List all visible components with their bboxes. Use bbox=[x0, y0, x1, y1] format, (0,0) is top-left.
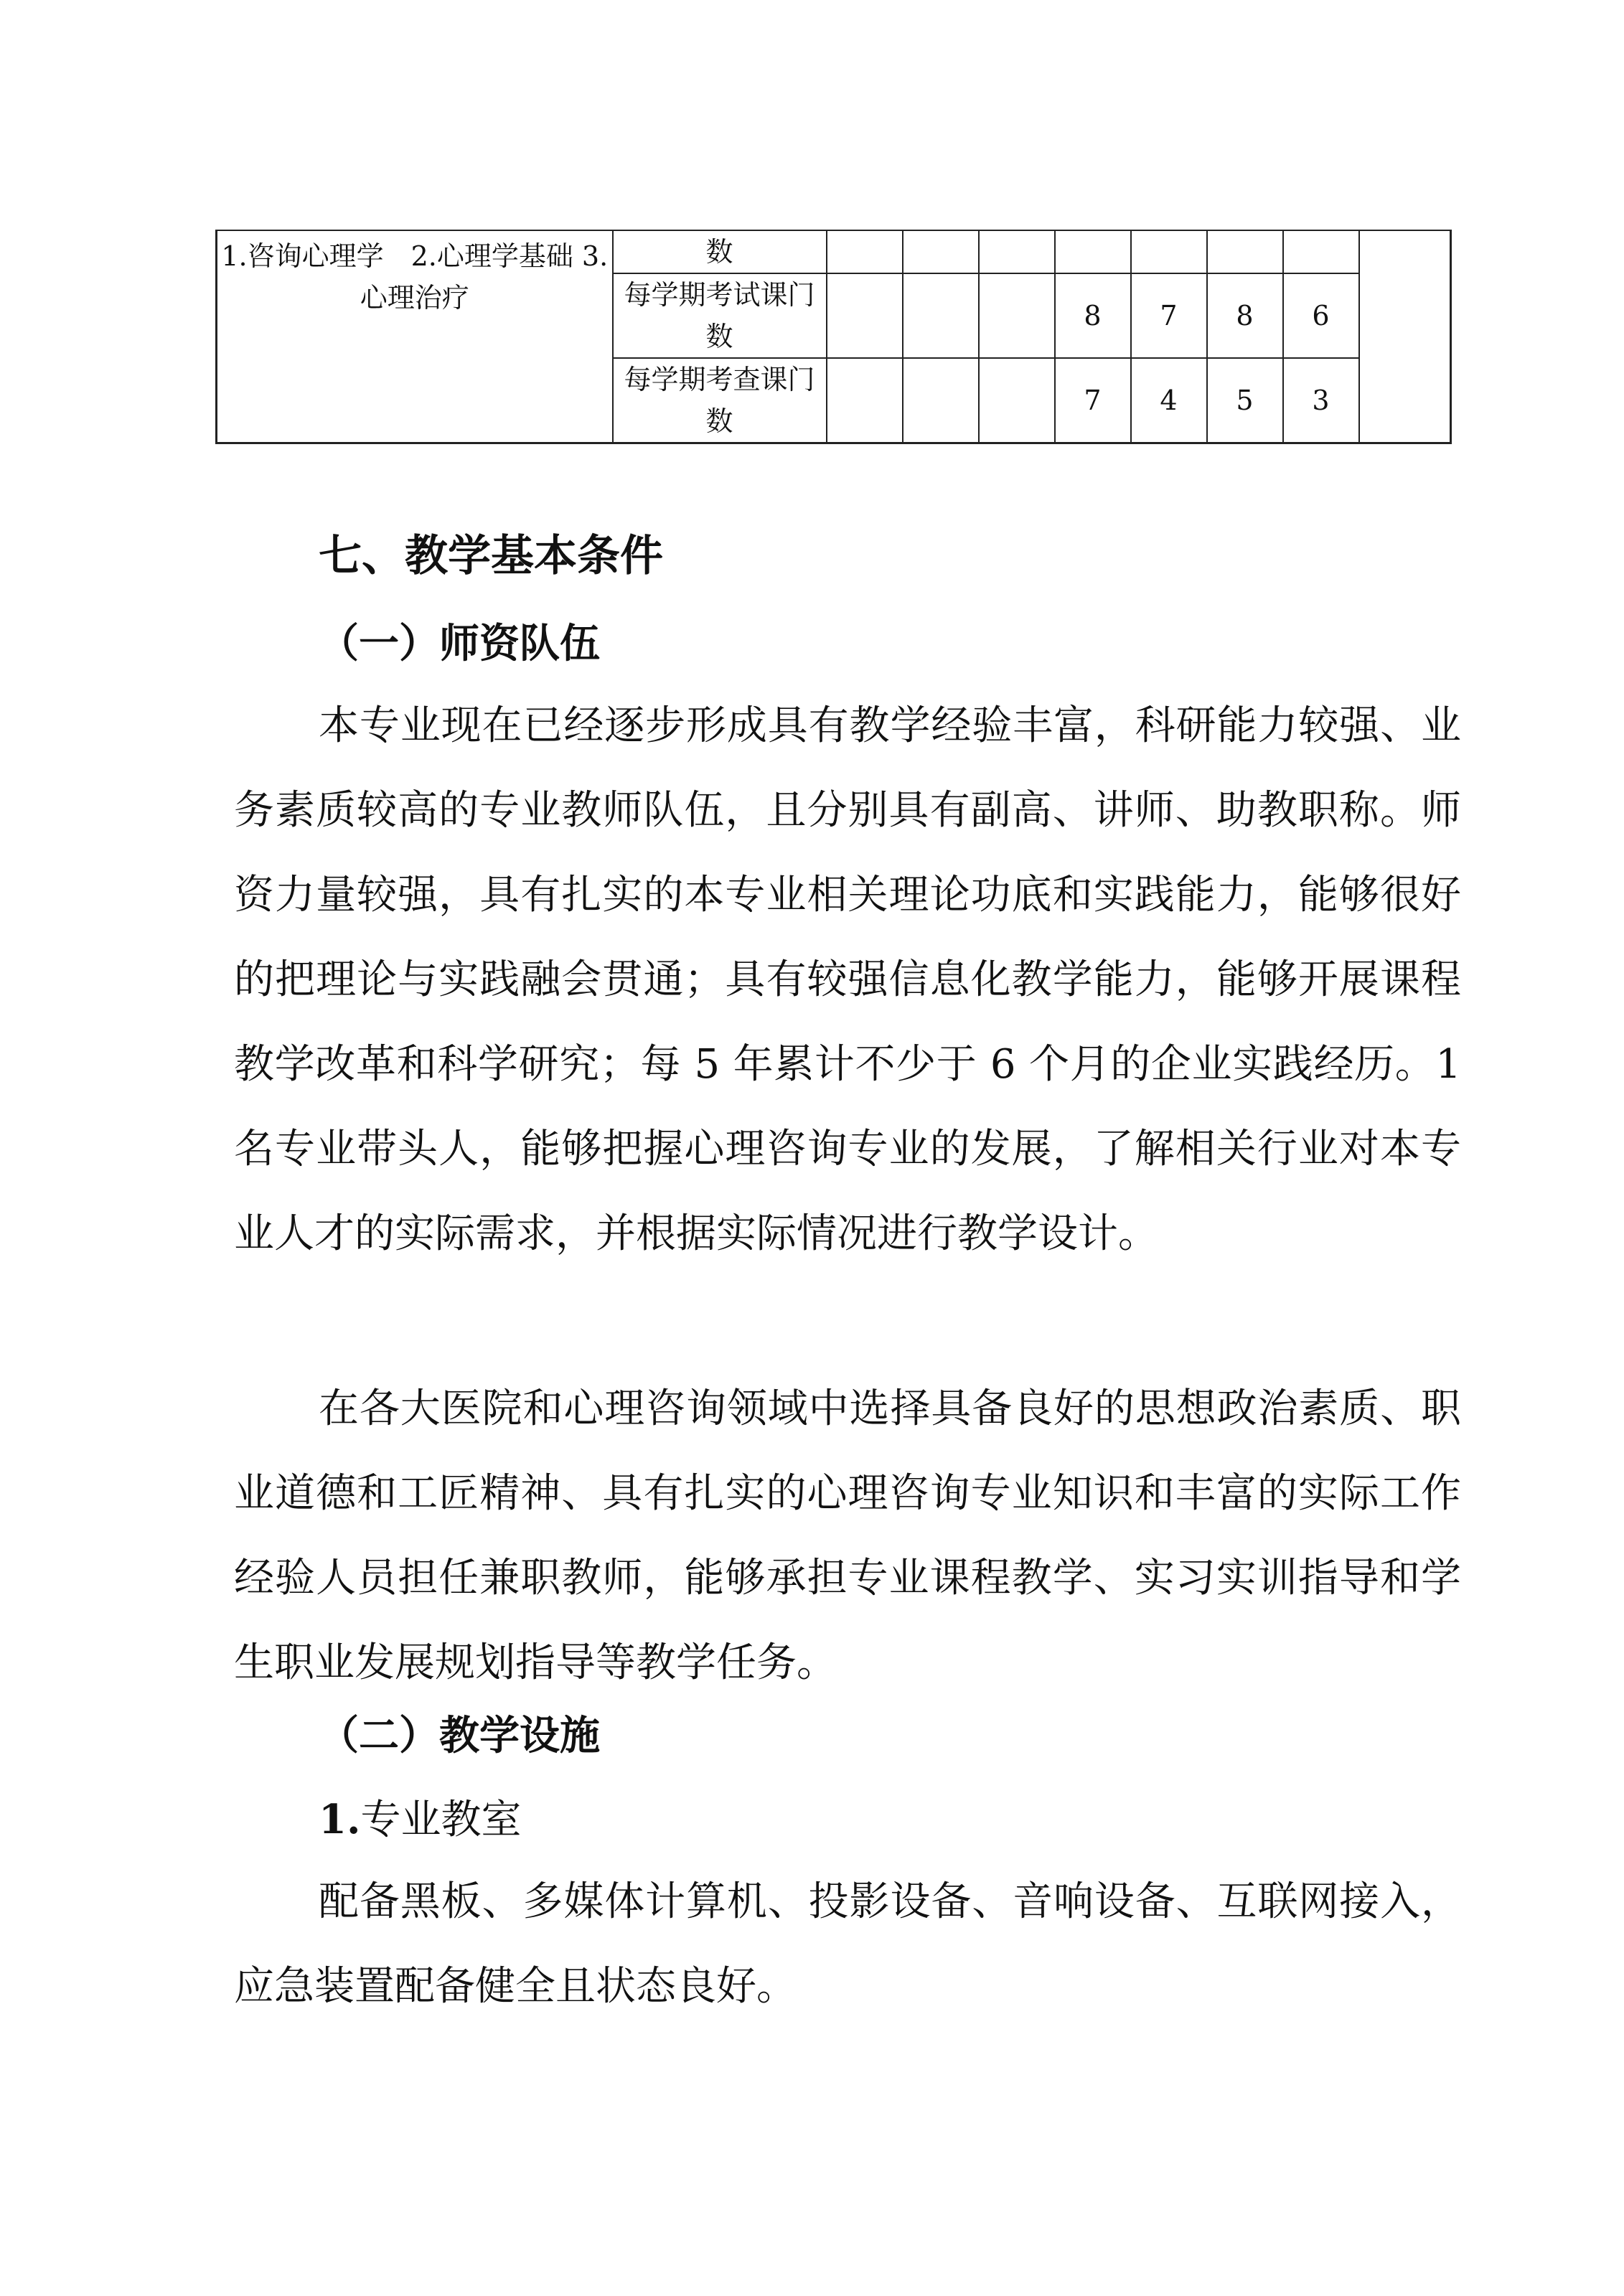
classroom-subheading bbox=[319, 1791, 521, 1849]
teachers-heading: （一）师资队伍 bbox=[319, 621, 600, 667]
classroom-paragraph: 配备黑板、多媒体计算机、投影设备、音响设备、互联网接入，应急装置配备健全且状态良好。 bbox=[234, 1878, 1461, 2010]
exam-count-cell: 6 bbox=[1283, 273, 1359, 358]
exam-count-cell bbox=[979, 273, 1055, 358]
table-cell bbox=[827, 230, 903, 273]
table-cell bbox=[1055, 230, 1131, 273]
table-cell bbox=[1207, 230, 1283, 273]
table-cell bbox=[1131, 230, 1207, 273]
exam-count-cell bbox=[827, 273, 903, 358]
check-count-cell: 3 bbox=[1283, 358, 1359, 443]
course-count-table bbox=[215, 230, 1452, 444]
table-cell bbox=[1283, 230, 1359, 273]
exam-count-cell: 8 bbox=[1055, 273, 1131, 358]
check-count-cell: 4 bbox=[1131, 358, 1207, 443]
row-label-count: 数 bbox=[613, 230, 827, 273]
table-cell bbox=[979, 230, 1055, 273]
teachers-paragraph-2: 在各大医院和心理咨询领域中选择具备良好的思想政治素质、职业道德和工匠精神、具有扎实的心理咨询专业知识和丰富的实际工作经验人员担任兼职教师，能够承担专业课程教学、实习实训指导和学生职业发展规划指导等教学任务。 bbox=[234, 1385, 1461, 1686]
subheading-number: 1. bbox=[319, 1796, 361, 1843]
check-count-cell: 7 bbox=[1055, 358, 1131, 443]
row-label-exam-courses: 每学期考试课门数 bbox=[613, 273, 827, 358]
check-count-cell bbox=[979, 358, 1055, 443]
exam-count-cell bbox=[903, 273, 979, 358]
check-count-cell bbox=[903, 358, 979, 443]
major-courses-cell: 1.咨询心理学 2.心理学基础 3.心理治疗 bbox=[217, 230, 613, 443]
teachers-paragraph-1: 本专业现在已经逐步形成具有教学经验丰富，科研能力较强、业务素质较高的专业教师队伍，且分别具有副高、讲师、助教职称。师资力量较强，具有扎实的本专业相关理论功底和实践能力，能够很好的把理论与实践融会贯通；具有较强信息化教学能力，能够开展课程教学改革和科学研究；每 5 年累计不少于 6 个月的企业实践经历。1 名专业带头人，能够把握心理咨询专业的发展，了解相关行业对本专业人才的实际需求，并根据实际情况进行教学设计。 bbox=[234, 702, 1461, 1257]
table-cell bbox=[1359, 230, 1451, 443]
exam-count-cell: 7 bbox=[1131, 273, 1207, 358]
facilities-heading: （二）教学设施 bbox=[319, 1713, 600, 1759]
row-label-check-courses: 每学期考查课门数 bbox=[613, 358, 827, 443]
subheading-title: 专业教室 bbox=[360, 1797, 522, 1843]
table-cell bbox=[903, 230, 979, 273]
section-title: 七、教学基本条件 bbox=[319, 531, 663, 581]
check-count-cell bbox=[827, 358, 903, 443]
check-count-cell: 5 bbox=[1207, 358, 1283, 443]
exam-count-cell: 8 bbox=[1207, 273, 1283, 358]
